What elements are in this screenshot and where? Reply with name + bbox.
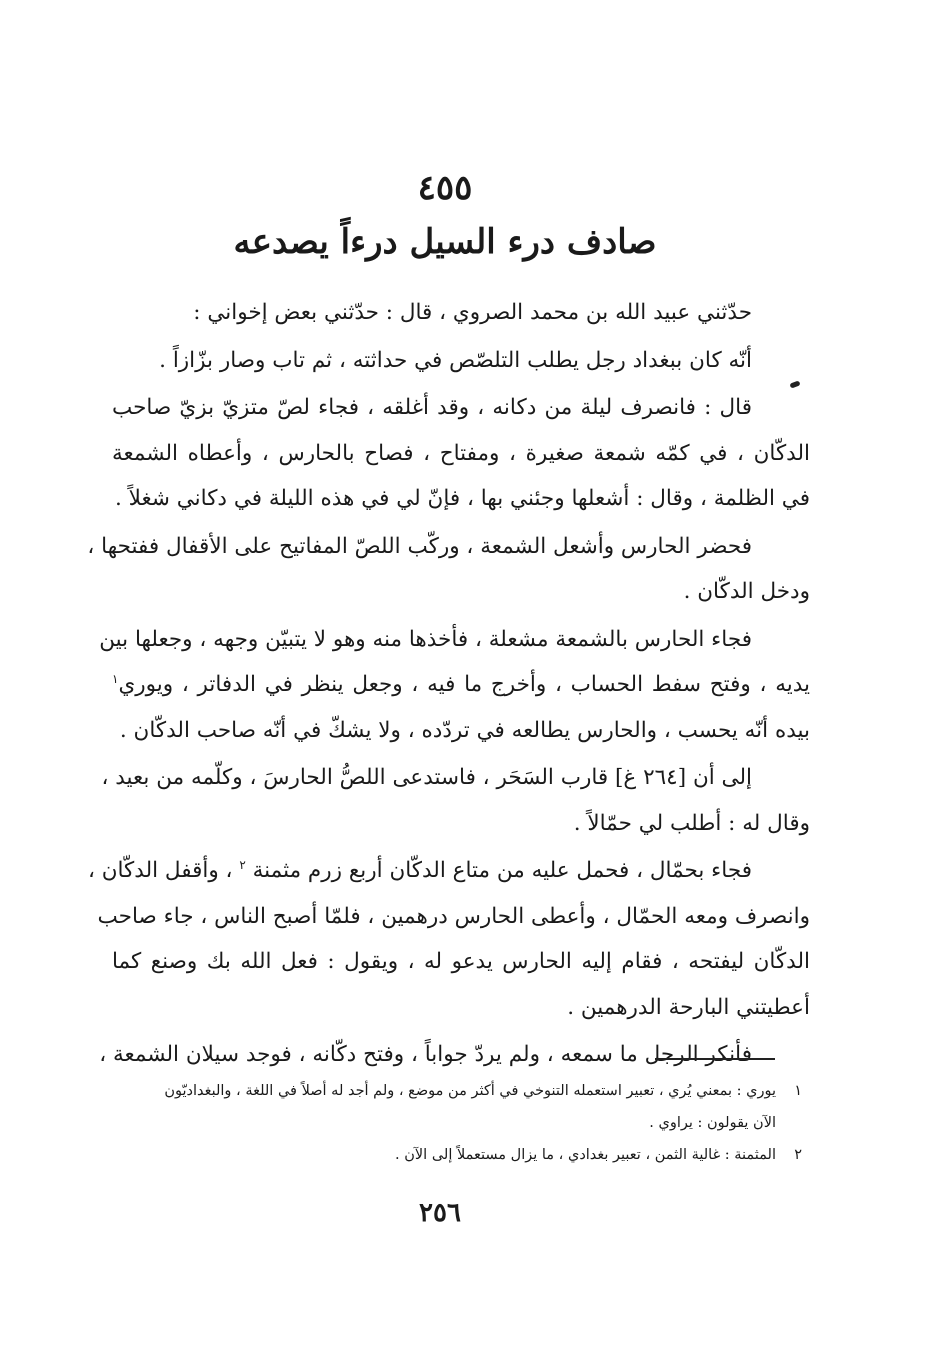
paragraph <box>87 524 810 615</box>
text-line <box>112 662 810 708</box>
footnote-number: ٢ <box>794 1147 802 1163</box>
footnote-1-continued: الآن يقولون : يراوي . <box>649 1115 776 1131</box>
footnote-1 <box>112 1075 802 1107</box>
text-line: حدّثني عبيد الله بن محمد الصروي ، قال : حدّثني بعض إخواني : <box>193 300 752 325</box>
text-line: فأنكر الرجل ما سمعه ، ولم يردّ جواباً ، وفتح دكّانه ، فوجد سيلان الشمعة ، <box>99 1042 752 1067</box>
footnote-text: المثمنة : غالية الثمن ، تعبير بغدادي ، ما يزال مستعملاً إلى الآن . <box>395 1147 776 1163</box>
text-line: وانصرف ومعه الحمّال ، وأعطى الحارس درهمين ، فلمّا أصبح الناس ، جاء صاحب <box>97 903 810 929</box>
text-line: قال : فانصرف ليلة من دكانه ، وقد أغلقه ، فجاء لصّ متزيّ بزيّ صاحب <box>112 395 752 420</box>
footnote-ref[interactable]: ٢ <box>239 857 246 872</box>
text-line: الدكّان ليفتحه ، فقام إليه الحارس يدعو له ، ويقول : فعل الله بك وصنع كما <box>112 949 810 974</box>
story-title: صادف درء السيل درءاً يصدعه <box>233 222 657 262</box>
paragraph <box>99 1032 810 1078</box>
text-line: فجاء الحارس بالشمعة مشعلة ، فأخذها منه وهو لا يتبيّن وجهه ، وجعلها بين <box>99 626 752 652</box>
footnote-divider <box>655 1058 775 1060</box>
text-line <box>87 848 810 894</box>
story-body <box>87 290 810 1080</box>
footnote-number: ١ <box>794 1083 802 1099</box>
text-line: الدكّان ، في كمّه شمعة صغيرة ، ومفتاح ، فصاح بالحارس ، وأعطاه الشمعة <box>112 440 810 466</box>
page-number: ٢٥٦ <box>419 1198 461 1228</box>
line-text: فجاء بحمّال ، فحمل عليه من متاع الدكّان أربع زرم مثمنة <box>252 858 752 883</box>
text-line: ودخل الدكّان . <box>683 579 810 604</box>
story-number: ٤٥٥ <box>417 168 473 208</box>
paragraph <box>87 848 810 1030</box>
footnotes <box>112 1075 802 1171</box>
paragraph <box>112 290 810 336</box>
text-line: وقال له : أطلب لي حمّالاً . <box>573 810 810 836</box>
text-line: بيده أنّه يحسب ، والحارس يطالعه في تردّده ، ولا يشكّ في أنّه صاحب الدكّان . <box>119 717 810 743</box>
text-line: أعطيتني البارحة الدرهمين . <box>567 994 810 1020</box>
footnote-text: يوري : بمعني يُري ، تعبير استعمله التنوخي في أكثر من موضع ، ولم أجد له أصلاً في اللغة ، والبغداديّون <box>164 1083 776 1099</box>
text-line: في الظلمة ، وقال : أشعلها وجئني بها ، فإنّ لي في هذه الليلة في دكاني شغلاً . <box>115 486 810 511</box>
text-line: فحضر الحارس وأشعل الشمعة ، وركّب اللصّ المفاتيح على الأقفال ففتحها ، <box>87 533 752 559</box>
text-line: أنّه كان ببغداد رجل يطلب التلصّص في حداثته ، ثم تاب وصار بزّازاً . <box>159 347 752 373</box>
paragraph <box>101 755 810 846</box>
line-text: يديه ، وفتح سفط الحساب ، وأخرج ما فيه ، وجعل ينظر في الدفاتر ، ويوري <box>118 672 810 697</box>
paragraph <box>112 338 810 384</box>
footnote-ref[interactable]: ١ <box>112 671 119 686</box>
line-text: ، وأقفل الدكّان ، <box>87 858 233 883</box>
paragraph <box>99 617 810 754</box>
text-line: إلى أن [٢٦٤ غ] قارب السَحَر ، فاستدعى اللصُّ الحارسَ ، وكلّمه من بعيد ، <box>101 765 752 790</box>
footnote-2 <box>112 1139 802 1171</box>
paragraph <box>112 385 810 522</box>
